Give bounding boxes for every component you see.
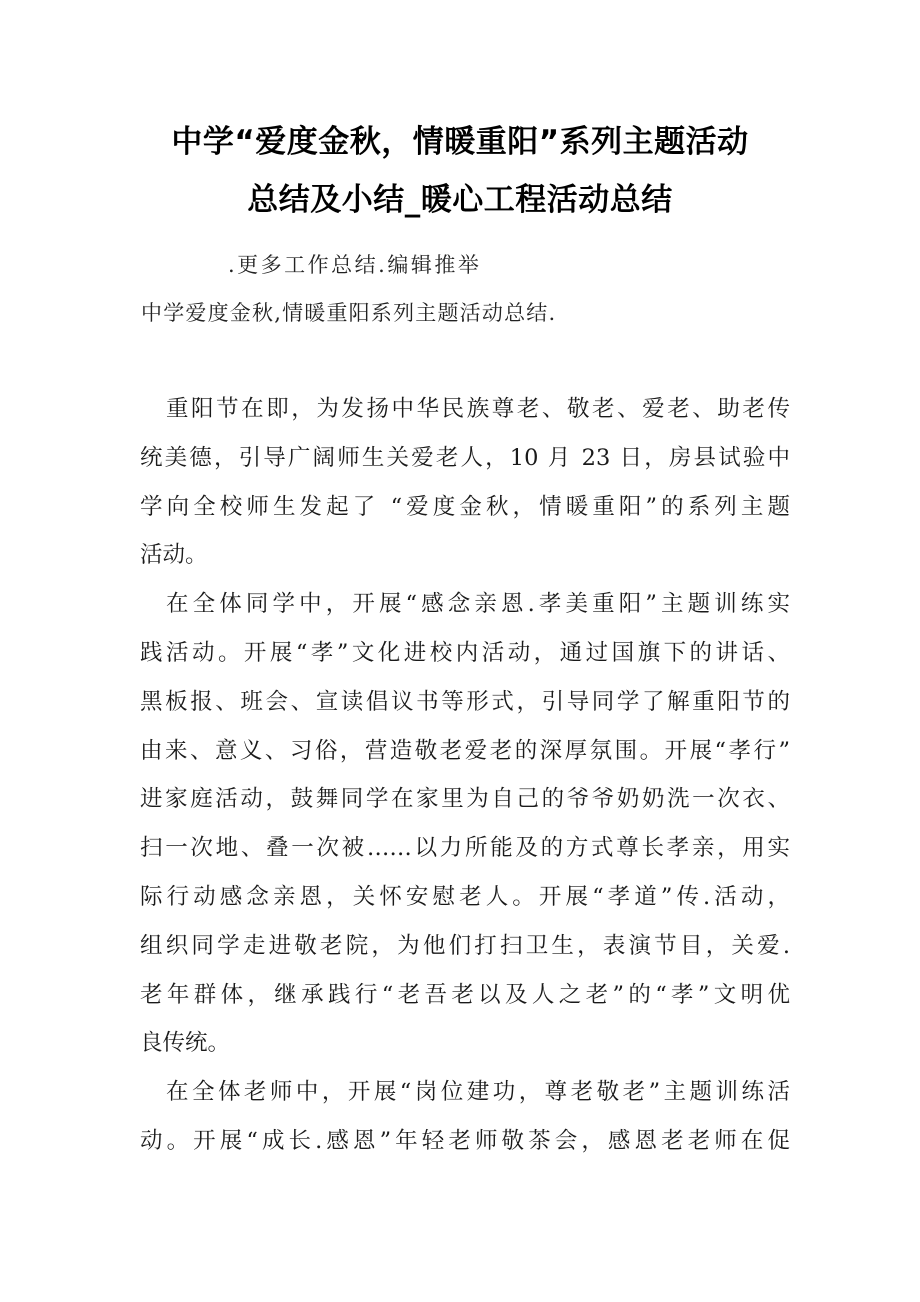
document-meta-recommend: .更多工作总结.编辑推举	[228, 253, 482, 277]
paragraph-line: 践活动。开展“孝”文化进校内活动，通过国旗下的讲话、	[140, 639, 790, 666]
paragraph-line: 黑板报、班会、宣读倡议书等形式，引导同学了解重阳节的	[140, 688, 790, 715]
paragraph-line: 在全体老师中，开展“岗位建功，尊老敬老”主题训练活	[166, 1079, 790, 1106]
document-title-line-1: 中学“爱度金秋，情暖重阳”系列主题活动	[171, 124, 749, 160]
document-meta-subtitle: 中学爱度金秋,情暖重阳系列主题活动总结.	[141, 301, 557, 325]
paragraph-line: 由来、意义、习俗，营造敬老爱老的深厚氛围。开展“孝行”	[140, 737, 790, 764]
paragraph-line: 在全体同学中，开展“感念亲恩.孝美重阳”主题训练实	[166, 591, 790, 618]
paragraph-line: 老年群体，继承践行“老吾老以及人之老”的“孝”文明优	[140, 981, 790, 1008]
paragraph-line: 重阳节在即，为发扬中华民族尊老、敬老、爱老、助老传	[166, 396, 790, 422]
paragraph-line: 组织同学走进敬老院，为他们打扫卫生，表演节目，关爱.	[140, 932, 790, 959]
paragraph-line: 学向全校师生发起了 “爱度金秋，情暖重阳”的系列主题	[140, 493, 790, 520]
paragraph-line: 良传统。	[140, 1030, 231, 1057]
document-body	[140, 385, 790, 1166]
paragraph-line: 活动。	[140, 542, 208, 569]
paragraph-line: 统美德，引导广阔师生关爱老人，10 月 23 日，房县试验中	[140, 444, 790, 471]
paragraph-1	[140, 385, 790, 580]
paragraph-line: 扫一次地、叠一次被……以力所能及的方式尊长孝亲，用实	[140, 835, 790, 862]
paragraph-2	[140, 580, 790, 1068]
document-title-line-2: 总结及小结_暖心工程活动总结	[247, 182, 673, 218]
paragraph-line: 动。开展“成长.感恩”年轻老师敬茶会，感恩老老师在促	[140, 1127, 790, 1154]
paragraph-3	[140, 1068, 790, 1166]
paragraph-line: 进家庭活动，鼓舞同学在家里为自己的爷爷奶奶洗一次衣、	[140, 786, 790, 813]
paragraph-line: 际行动感念亲恩，关怀安慰老人。开展“孝道”传.活动，	[140, 883, 790, 910]
